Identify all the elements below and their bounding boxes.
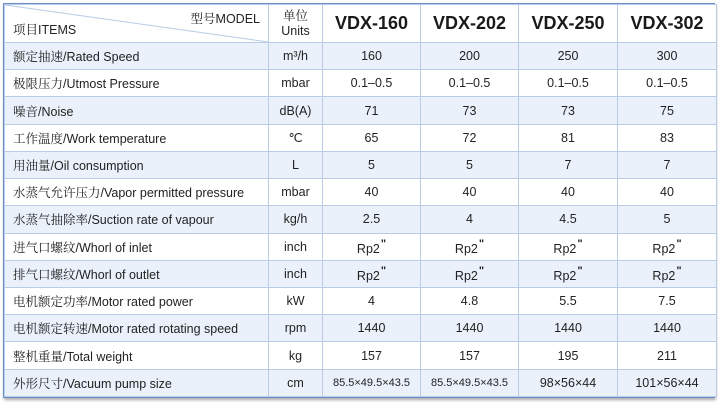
unit-cell: kg <box>269 342 323 369</box>
model-label: 型号MODEL <box>190 12 260 26</box>
value-text: Rp2 <box>553 241 577 256</box>
inch-mark: " <box>478 264 485 277</box>
inch-mark: " <box>380 237 387 250</box>
value-cell: 211 <box>618 342 717 369</box>
value-cell: 83 <box>618 124 717 151</box>
spec-table <box>4 4 717 397</box>
inch-mark: " <box>577 237 583 250</box>
value-cell <box>519 233 618 260</box>
table-row <box>5 124 717 151</box>
unit-cell: inch <box>269 260 323 287</box>
table-row <box>5 179 717 206</box>
value-cell: 40 <box>618 179 717 206</box>
units-label-en: Units <box>281 23 310 38</box>
value-text: Rp2 <box>652 241 676 256</box>
model-header: VDX-160 <box>323 5 421 43</box>
value-cell: 300 <box>618 43 717 70</box>
value-cell: 7 <box>618 151 717 178</box>
model-header: VDX-202 <box>421 5 519 43</box>
value-cell: 40 <box>519 179 618 206</box>
value-cell: 71 <box>323 97 421 124</box>
items-label: 项目ITEMS <box>13 23 77 37</box>
table-row <box>5 260 717 287</box>
value-cell: 85.5×49.5×43.5 <box>323 369 421 396</box>
item-cell: 极限压力/Utmost Pressure <box>5 70 269 97</box>
inch-mark: " <box>676 237 682 250</box>
value-cell <box>421 260 519 287</box>
item-cell: 进气口螺纹/Whorl of inlet <box>5 233 269 260</box>
unit-cell: mbar <box>269 179 323 206</box>
unit-cell: cm <box>269 369 323 396</box>
table-row <box>5 369 717 396</box>
model-header: VDX-250 <box>519 5 618 43</box>
value-cell: 75 <box>618 97 717 124</box>
value-cell: 0.1–0.5 <box>618 70 717 97</box>
item-cell: 用油量/Oil consumption <box>5 151 269 178</box>
item-cell: 排气口螺纹/Whorl of outlet <box>5 260 269 287</box>
value-cell: 73 <box>421 97 519 124</box>
value-cell: 98×56×44 <box>519 369 618 396</box>
value-cell <box>323 260 421 287</box>
value-cell: 195 <box>519 342 618 369</box>
table-row <box>5 70 717 97</box>
item-cell: 电机额定转速/Motor rated rotating speed <box>5 315 269 342</box>
units-header <box>269 5 323 43</box>
unit-cell: kg/h <box>269 206 323 233</box>
spec-table-frame <box>3 3 715 398</box>
unit-cell: inch <box>269 233 323 260</box>
value-cell <box>618 260 717 287</box>
item-cell: 水蒸气抽除率/Suction rate of vapour <box>5 206 269 233</box>
value-cell: 160 <box>323 43 421 70</box>
value-cell <box>421 233 519 260</box>
value-cell: 5.5 <box>519 287 618 314</box>
inch-mark: " <box>380 264 387 277</box>
unit-cell: rpm <box>269 315 323 342</box>
inch-mark: " <box>676 264 682 277</box>
table-row <box>5 342 717 369</box>
value-cell: 5 <box>323 151 421 178</box>
value-cell: 2.5 <box>323 206 421 233</box>
unit-cell: L <box>269 151 323 178</box>
value-cell: 85.5×49.5×43.5 <box>421 369 519 396</box>
item-cell: 水蒸气允许压力/Vapor permitted pressure <box>5 179 269 206</box>
inch-mark: " <box>478 237 485 250</box>
unit-cell: dB(A) <box>269 97 323 124</box>
value-cell: 1440 <box>519 315 618 342</box>
value-cell: 157 <box>421 342 519 369</box>
value-text: Rp2 <box>356 268 380 283</box>
value-cell: 81 <box>519 124 618 151</box>
value-cell: 5 <box>618 206 717 233</box>
table-row <box>5 97 717 124</box>
item-cell: 电机额定功率/Motor rated power <box>5 287 269 314</box>
value-cell: 4.5 <box>519 206 618 233</box>
value-cell: 0.1–0.5 <box>519 70 618 97</box>
unit-cell: m³/h <box>269 43 323 70</box>
item-cell: 噪音/Noise <box>5 97 269 124</box>
value-cell: 101×56×44 <box>618 369 717 396</box>
value-cell: 65 <box>323 124 421 151</box>
units-label-cn: 单位 <box>282 8 308 23</box>
value-cell <box>323 233 421 260</box>
value-cell: 7.5 <box>618 287 717 314</box>
value-cell: 4 <box>421 206 519 233</box>
value-cell: 0.1–0.5 <box>421 70 519 97</box>
value-cell: 1440 <box>421 315 519 342</box>
value-cell: 250 <box>519 43 618 70</box>
unit-cell: kW <box>269 287 323 314</box>
table-row <box>5 233 717 260</box>
item-cell: 外形尺寸/Vacuum pump size <box>5 369 269 396</box>
model-header: VDX-302 <box>618 5 717 43</box>
value-cell: 40 <box>421 179 519 206</box>
unit-cell: mbar <box>269 70 323 97</box>
value-cell: 1440 <box>618 315 717 342</box>
table-row <box>5 315 717 342</box>
unit-cell: ℃ <box>269 124 323 151</box>
value-text: Rp2 <box>454 241 478 256</box>
table-row <box>5 287 717 314</box>
inch-mark: " <box>577 264 583 277</box>
table-row <box>5 43 717 70</box>
value-cell: 0.1–0.5 <box>323 70 421 97</box>
header-corner-cell <box>5 5 269 43</box>
value-cell: 4 <box>323 287 421 314</box>
value-text: Rp2 <box>652 268 676 283</box>
table-row <box>5 206 717 233</box>
value-cell: 7 <box>519 151 618 178</box>
value-cell: 4.8 <box>421 287 519 314</box>
item-cell: 工作温度/Work temperature <box>5 124 269 151</box>
value-text: Rp2 <box>356 241 380 256</box>
item-cell: 额定抽速/Rated Speed <box>5 43 269 70</box>
value-cell: 1440 <box>323 315 421 342</box>
item-cell: 整机重量/Total weight <box>5 342 269 369</box>
table-row <box>5 151 717 178</box>
value-cell: 72 <box>421 124 519 151</box>
value-cell: 73 <box>519 97 618 124</box>
value-cell <box>519 260 618 287</box>
value-cell: 157 <box>323 342 421 369</box>
value-cell: 200 <box>421 43 519 70</box>
value-cell: 5 <box>421 151 519 178</box>
header-row <box>5 5 717 43</box>
value-text: Rp2 <box>454 268 478 283</box>
value-cell: 40 <box>323 179 421 206</box>
value-text: Rp2 <box>553 268 577 283</box>
value-cell <box>618 233 717 260</box>
